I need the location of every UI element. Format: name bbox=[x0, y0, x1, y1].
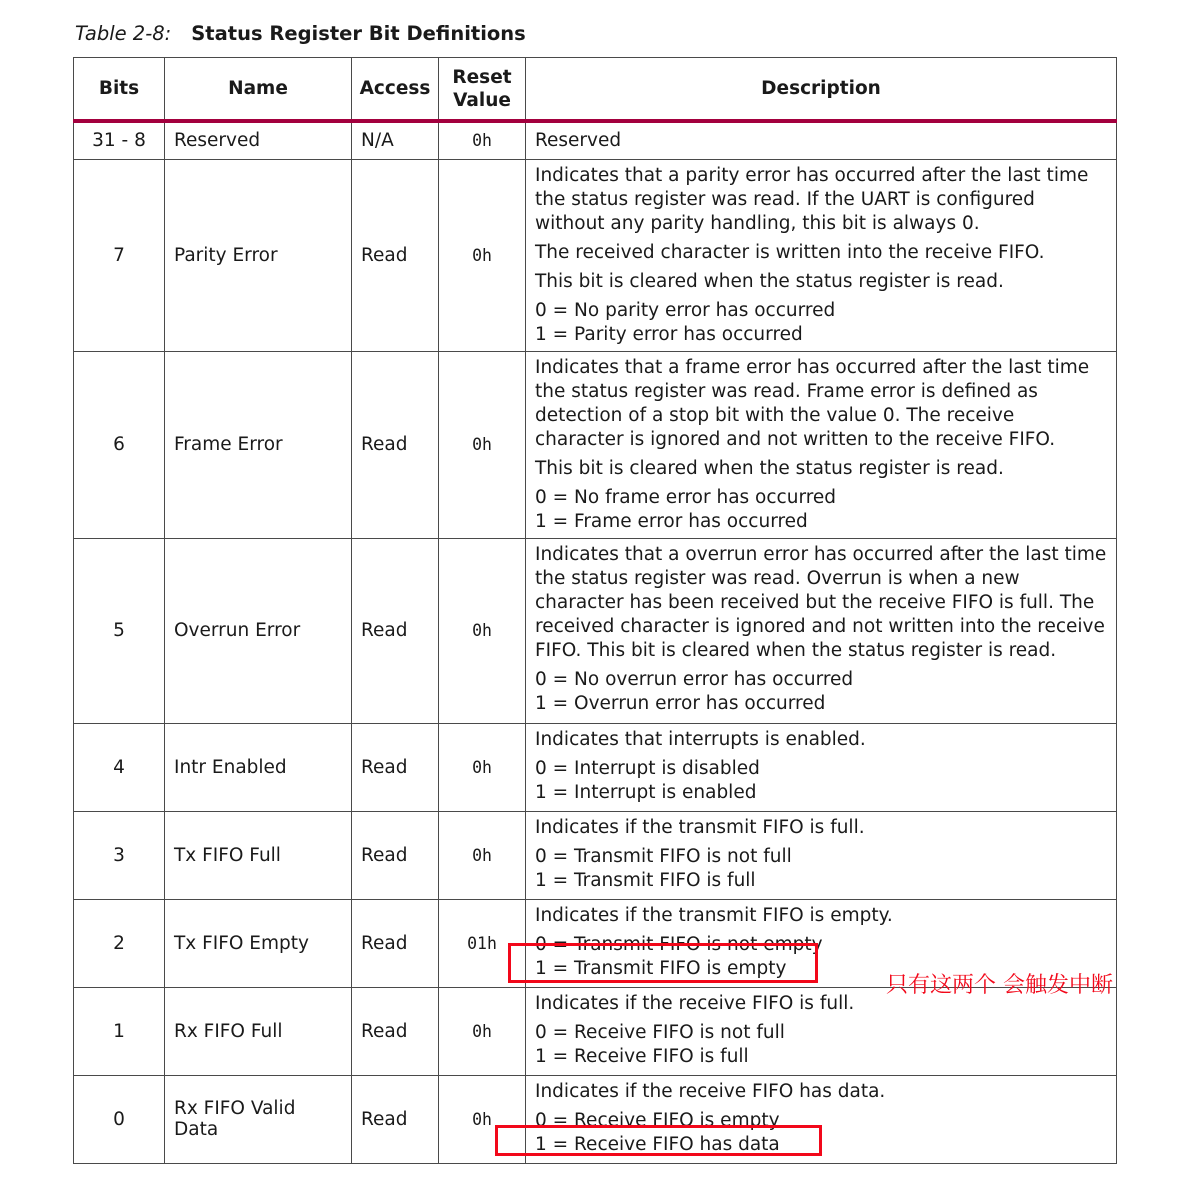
header-reset-value bbox=[439, 58, 526, 122]
description-cell bbox=[526, 987, 1117, 1075]
name-cell: Rx FIFO Valid Data bbox=[165, 1075, 352, 1163]
header-reset-line2: Value bbox=[453, 89, 511, 111]
bits-cell: 5 bbox=[74, 538, 165, 723]
value-line: 1 = Interrupt is enabled bbox=[535, 781, 757, 803]
reset-value-cell: 0h bbox=[439, 987, 526, 1075]
value-line: 0 = No frame error has occurred bbox=[535, 486, 837, 508]
highlight-box-rx-valid bbox=[495, 1125, 822, 1156]
access-cell: Read bbox=[352, 538, 439, 723]
value-line: 0 = Transmit FIFO is not full bbox=[535, 845, 792, 867]
access-cell: Read bbox=[352, 159, 439, 351]
description-paragraph: This bit is cleared when the status register is read. bbox=[535, 457, 1004, 479]
value-line: 1 = Frame error has occurred bbox=[535, 510, 808, 532]
name-cell: Frame Error bbox=[165, 351, 352, 538]
bits-cell: 1 bbox=[74, 987, 165, 1075]
reset-value-cell: 0h bbox=[439, 538, 526, 723]
access-cell: Read bbox=[352, 351, 439, 538]
value-list bbox=[535, 845, 1107, 893]
value-line: 1 = Parity error has occurred bbox=[535, 323, 803, 345]
value-list bbox=[535, 486, 1107, 534]
name-cell: Tx FIFO Empty bbox=[165, 899, 352, 987]
bits-cell: 0 bbox=[74, 1075, 165, 1163]
description-paragraph: Reserved bbox=[535, 129, 622, 151]
description-paragraph: Indicates if the transmit FIFO is full. bbox=[535, 816, 865, 838]
annotation-note: 只有这两个 会触发中断 bbox=[886, 973, 1113, 998]
header-name: Name bbox=[165, 58, 352, 122]
reset-value-cell: 0h bbox=[439, 811, 526, 899]
table-row bbox=[74, 121, 1117, 159]
value-list bbox=[535, 757, 1107, 805]
description-paragraph: The received character is written into the receive FIFO. bbox=[535, 241, 1045, 263]
description-cell bbox=[526, 159, 1117, 351]
reset-value-cell: 01h bbox=[439, 899, 526, 987]
access-cell: Read bbox=[352, 987, 439, 1075]
bits-cell: 31 - 8 bbox=[74, 121, 165, 159]
bits-cell: 3 bbox=[74, 811, 165, 899]
description-cell bbox=[526, 811, 1117, 899]
value-list bbox=[535, 668, 1107, 716]
table-row bbox=[74, 351, 1117, 538]
table-row bbox=[74, 723, 1117, 811]
bits-cell: 7 bbox=[74, 159, 165, 351]
name-cell: Rx FIFO Full bbox=[165, 987, 352, 1075]
header-reset-line1: Reset bbox=[452, 66, 512, 88]
access-cell: N/A bbox=[352, 121, 439, 159]
table-row bbox=[74, 811, 1117, 899]
description-paragraph: This bit is cleared when the status register is read. bbox=[535, 270, 1004, 292]
name-cell: Parity Error bbox=[165, 159, 352, 351]
value-line: 0 = Receive FIFO is empty bbox=[535, 1109, 780, 1131]
description-cell bbox=[526, 723, 1117, 811]
table-title: Status Register Bit Definitions bbox=[191, 22, 526, 45]
name-cell: Overrun Error bbox=[165, 538, 352, 723]
name-cell: Intr Enabled bbox=[165, 723, 352, 811]
value-line: 1 = Transmit FIFO is full bbox=[535, 869, 756, 891]
description-paragraph: Indicates if the receive FIFO has data. bbox=[535, 1080, 886, 1102]
value-line: 1 = Receive FIFO is full bbox=[535, 1045, 749, 1067]
table-row bbox=[74, 159, 1117, 351]
value-line: 1 = Transmit FIFO is empty bbox=[535, 957, 787, 979]
header-row bbox=[74, 58, 1117, 122]
reset-value-cell: 0h bbox=[439, 1075, 526, 1163]
description-cell bbox=[526, 121, 1117, 159]
table-row bbox=[74, 538, 1117, 723]
bits-cell: 4 bbox=[74, 723, 165, 811]
name-cell: Tx FIFO Full bbox=[165, 811, 352, 899]
value-line: 0 = No parity error has occurred bbox=[535, 299, 836, 321]
header-access: Access bbox=[352, 58, 439, 122]
description-paragraph: Indicates if the transmit FIFO is empty. bbox=[535, 904, 893, 926]
value-line: 0 = Transmit FIFO is not empty bbox=[535, 933, 823, 955]
description-paragraph: Indicates that a overrun error has occurred after the last time the status register was read. Overrun is when a new character has been received but the receive FIFO is full. The received character is ignored and not written into the receive FIFO. This bit is cleared when the status register is read. bbox=[535, 543, 1107, 661]
value-list bbox=[535, 299, 1107, 347]
value-line: 0 = Receive FIFO is not full bbox=[535, 1021, 785, 1043]
description-paragraph: Indicates that interrupts is enabled. bbox=[535, 728, 866, 750]
bits-cell: 2 bbox=[74, 899, 165, 987]
access-cell: Read bbox=[352, 1075, 439, 1163]
description-cell bbox=[526, 351, 1117, 538]
reset-value-cell: 0h bbox=[439, 723, 526, 811]
name-cell: Reserved bbox=[165, 121, 352, 159]
value-line: 1 = Overrun error has occurred bbox=[535, 692, 826, 714]
description-paragraph: Indicates that a parity error has occurred after the last time the status register was read. If the UART is configured without any parity handling, this bit is always 0. bbox=[535, 164, 1089, 234]
description-paragraph: Indicates that a frame error has occurred after the last time the status register was read. Frame error is defined as detection of a stop bit with the value 0. The receive character is ignored and not written to the receive FIFO. bbox=[535, 356, 1090, 450]
value-line: 1 = Receive FIFO has data bbox=[535, 1133, 780, 1155]
description-cell bbox=[526, 538, 1117, 723]
value-line: 0 = Interrupt is disabled bbox=[535, 757, 760, 779]
highlight-box-tx-empty bbox=[508, 943, 818, 983]
access-cell: Read bbox=[352, 723, 439, 811]
table-row bbox=[74, 987, 1117, 1075]
table-caption bbox=[75, 22, 526, 45]
header-bits: Bits bbox=[74, 58, 165, 122]
reset-value-cell: 0h bbox=[439, 121, 526, 159]
reset-value-cell: 0h bbox=[439, 159, 526, 351]
table-number: Table 2-8: bbox=[75, 22, 172, 45]
reset-value-cell: 0h bbox=[439, 351, 526, 538]
value-list bbox=[535, 1021, 1107, 1069]
access-cell: Read bbox=[352, 811, 439, 899]
access-cell: Read bbox=[352, 899, 439, 987]
description-paragraph: Indicates if the receive FIFO is full. bbox=[535, 992, 855, 1014]
value-line: 0 = No overrun error has occurred bbox=[535, 668, 854, 690]
bits-cell: 6 bbox=[74, 351, 165, 538]
header-description: Description bbox=[526, 58, 1117, 122]
